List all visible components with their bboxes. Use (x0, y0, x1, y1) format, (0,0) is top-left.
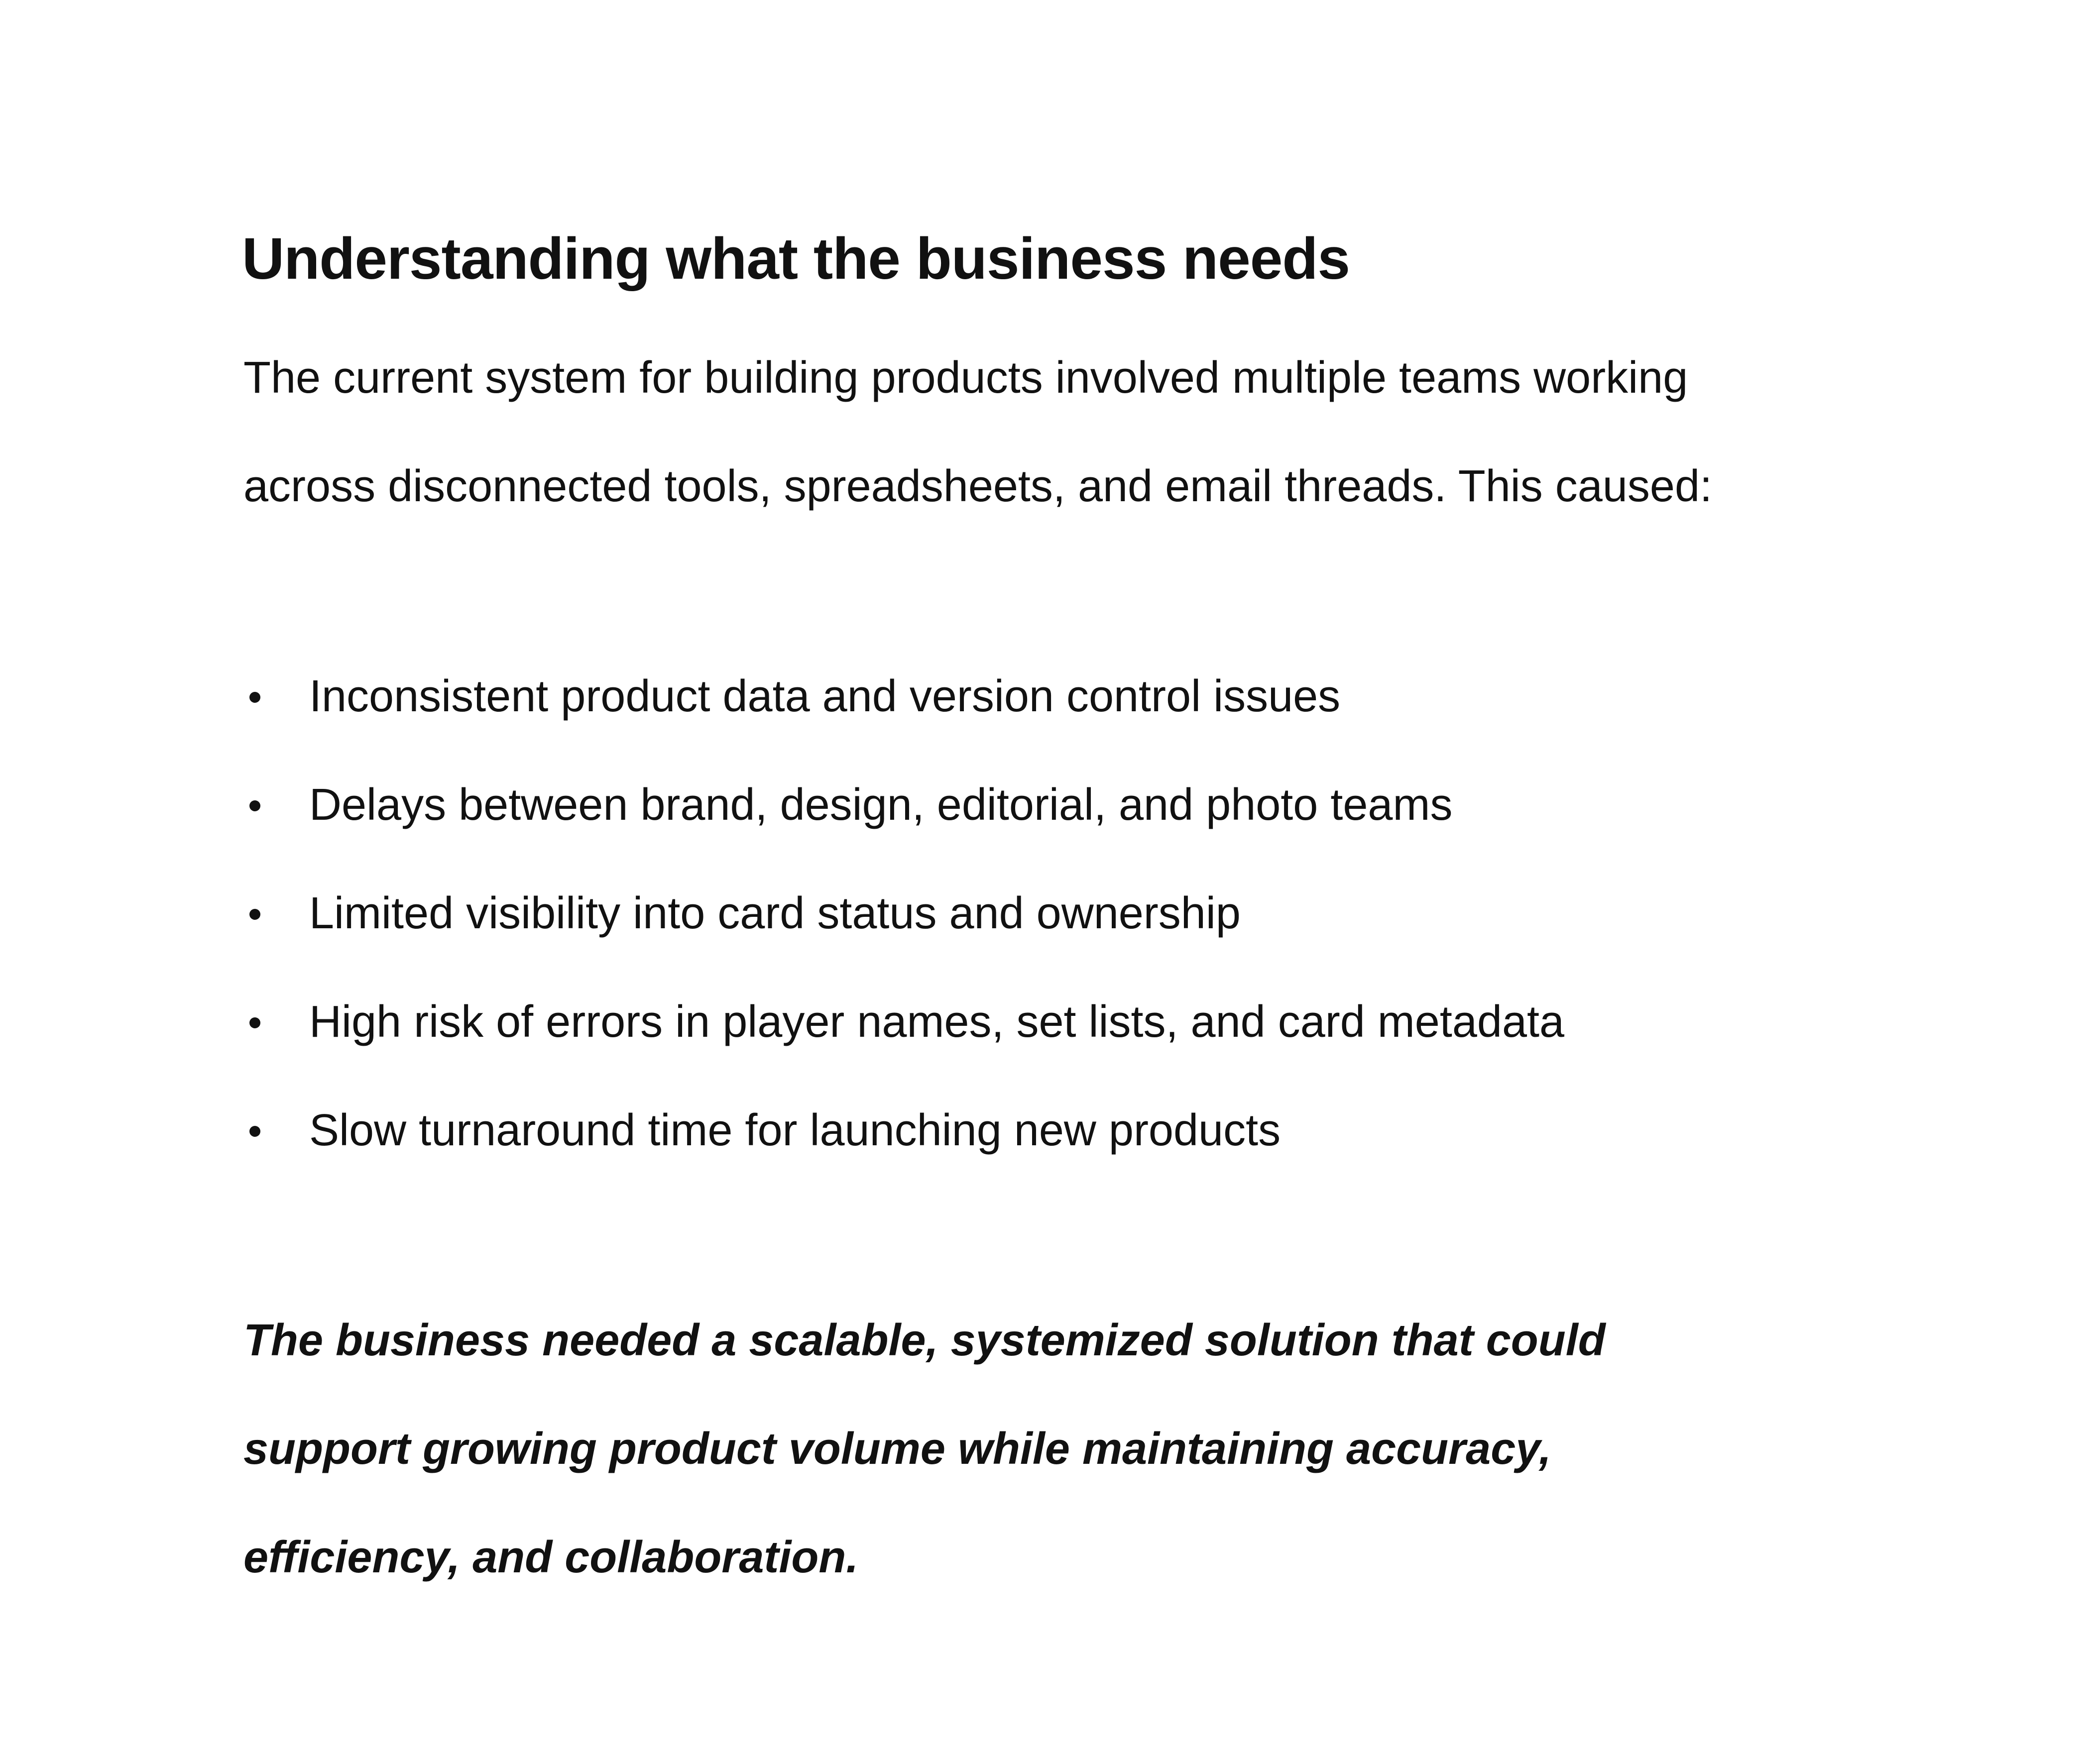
bullet-icon (249, 800, 260, 811)
document-content (242, 219, 1885, 1612)
problems-list (242, 642, 1885, 1185)
list-item (242, 751, 1885, 859)
bullet-icon (249, 909, 260, 920)
list-item-text: Slow turnaround time for launching new products (309, 1105, 1281, 1155)
intro-line: The current system for building products involved multiple teams working (243, 353, 1688, 403)
list-item (242, 859, 1885, 968)
list-item-text: Delays between brand, design, editorial, and photo teams (309, 780, 1453, 830)
intro-paragraph (243, 324, 1885, 541)
section-heading: Understanding what the business needs (242, 226, 1350, 292)
list-item-text: Limited visibility into card status and ownership (309, 888, 1241, 938)
list-item (242, 1076, 1885, 1185)
conclusion-line: efficiency, and collaboration. (243, 1533, 859, 1582)
bullet-icon (249, 692, 260, 703)
conclusion-line: support growing product volume while maintaining accuracy, (243, 1424, 1552, 1474)
list-item (242, 968, 1885, 1076)
bullet-icon (249, 1126, 260, 1137)
intro-line: across disconnected tools, spreadsheets, and email threads. This caused: (243, 461, 1713, 511)
list-item-text: Inconsistent product data and version control issues (309, 671, 1341, 721)
list-item-text: High risk of errors in player names, set lists, and card metadata (309, 997, 1565, 1047)
list-item (242, 642, 1885, 751)
conclusion-line: The business needed a scalable, systemized solution that could (243, 1316, 1606, 1365)
conclusion-paragraph (243, 1286, 1885, 1612)
bullet-icon (249, 1017, 260, 1028)
